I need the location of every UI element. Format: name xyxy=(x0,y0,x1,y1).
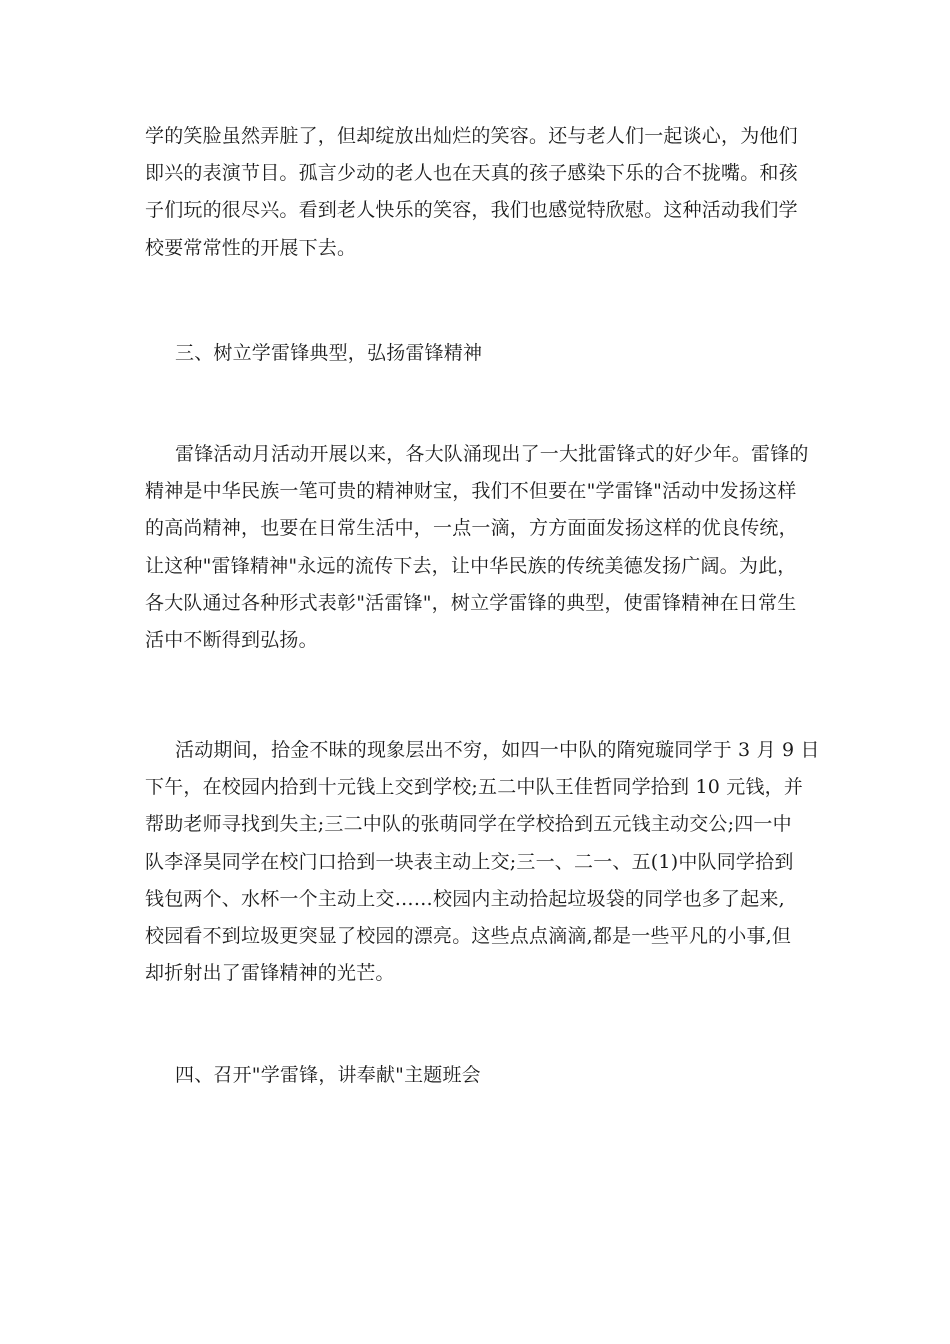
paragraph-volunteer-visit xyxy=(145,118,810,267)
text-line: 学的笑脸虽然弄脏了，但却绽放出灿烂的笑容。还与老人们一起谈心，为他们 xyxy=(145,125,798,147)
text-line: 帮助老师寻找到失主;三二中队的张萌同学在学校拾到五元钱主动交公;四一中 xyxy=(145,813,792,836)
heading-text: 四、召开"学雷锋，讲奉献"主题班会 xyxy=(175,1064,481,1086)
text-line: 活中不断得到弘扬。 xyxy=(145,629,318,652)
text-line: 精神是中华民族一笔可贵的精神财宝，我们不但要在"学雷锋"活动中发扬这样 xyxy=(145,480,797,503)
text-line: 雷锋活动月活动开展以来，各大队涌现出了一大批雷锋式的好少年。雷锋的 xyxy=(175,443,809,465)
section-heading-3 xyxy=(145,335,810,372)
text-line: 下午，在校园内拾到十元钱上交到学校;五二中队王佳哲同学拾到 10 元钱，并 xyxy=(145,776,804,799)
text-line: 钱包两个、水杯一个主动上交……校园内主动拾起垃圾袋的同学也多了起来, xyxy=(145,887,785,910)
text-line: 子们玩的很尽兴。看到老人快乐的笑容，我们也感觉特欣慰。这种活动我们学 xyxy=(145,199,798,222)
text-line: 校要常常性的开展下去。 xyxy=(145,236,357,259)
paragraph-leifeng-spirit xyxy=(145,436,810,659)
section-heading-4 xyxy=(145,1057,810,1094)
text-line: 的高尚精神，也要在日常生活中，一点一滴，方方面面发扬这样的优良传统， xyxy=(145,517,798,540)
paragraph-good-deeds xyxy=(145,732,820,992)
heading-text: 三、树立学雷锋典型，弘扬雷锋精神 xyxy=(175,342,483,364)
text-line: 队李泽昊同学在校门口拾到一块表主动上交;三一、二一、五(1)中队同学拾到 xyxy=(145,850,794,873)
text-line: 却折射出了雷锋精神的光芒。 xyxy=(145,962,395,985)
text-line: 校园看不到垃圾更突显了校园的漂亮。这些点点滴滴,都是一些平凡的小事,但 xyxy=(145,925,792,948)
text-line: 各大队通过各种形式表彰"活雷锋"，树立学雷锋的典型，使雷锋精神在日常生 xyxy=(145,591,797,614)
text-line: 即兴的表演节目。孤言少动的老人也在天真的孩子感染下乐的合不拢嘴。和孩 xyxy=(145,162,798,185)
text-line: 活动期间，拾金不昧的现象层出不穷，如四一中队的隋宛璇同学于 3 月 9 日 xyxy=(175,739,820,761)
text-line: 让这种"雷锋精神"永远的流传下去，让中华民族的传统美德发扬广阔。为此， xyxy=(145,554,797,577)
